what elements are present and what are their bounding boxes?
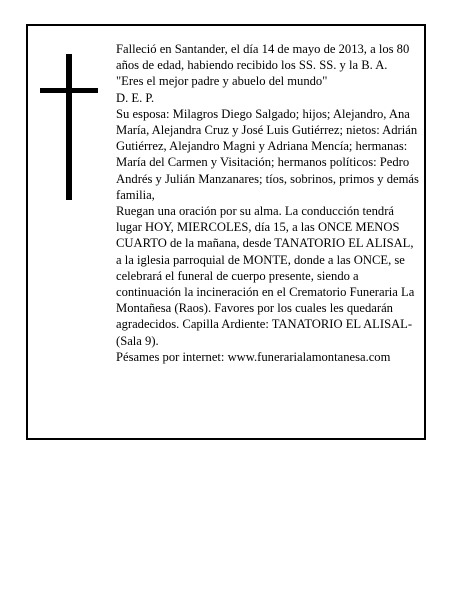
notice-text — [116, 41, 420, 365]
condolences-line: Pésames por internet: www.funerarialamontanesa.com — [116, 349, 391, 364]
cross-vertical-bar — [66, 54, 72, 200]
obituary-notice — [26, 24, 426, 440]
rip-line: D. E. P. — [116, 90, 155, 105]
cross-horizontal-bar — [40, 88, 98, 93]
quote-line: "Eres el mejor padre y abuelo del mundo" — [116, 74, 328, 89]
funeral-details: Ruegan una oración por su alma. La conducción tendrá lugar HOY, MIERCOLES, día 15, a las ONCE MENOS CUARTO de la mañana, desde TANATORIO EL ALISAL, a la iglesia parroquial de MONTE, donde a las ONCE, se celebrará el funeral de cuerpo presente, siendo a continuación la incineración en el Crematorio Funeraria La Montañesa (Raos). Favores por los cuales les quedarán agradecidos. Capilla Ardiente: TANATORIO EL ALISAL-(Sala 9). — [116, 204, 415, 348]
family-list: Su esposa: Milagros Diego Salgado; hijos; Alejandro, Ana María, Alejandra Cruz y José Luis Gutiérrez; nietos: Adrián Gutiérrez, Alejandro Magni y Adriana Mencía; hermanas: María del Carmen y Visitación; hermanos políticos: Pedro Andrés y Julián Manzanares; tíos, sobrinos, primos y demás familia, — [116, 106, 419, 202]
cross-icon — [40, 54, 98, 200]
death-announcement: Falleció en Santander, el día 14 de mayo de 2013, a los 80 años de edad, habiendo recibido los SS. SS. y la B. A. — [116, 42, 410, 73]
